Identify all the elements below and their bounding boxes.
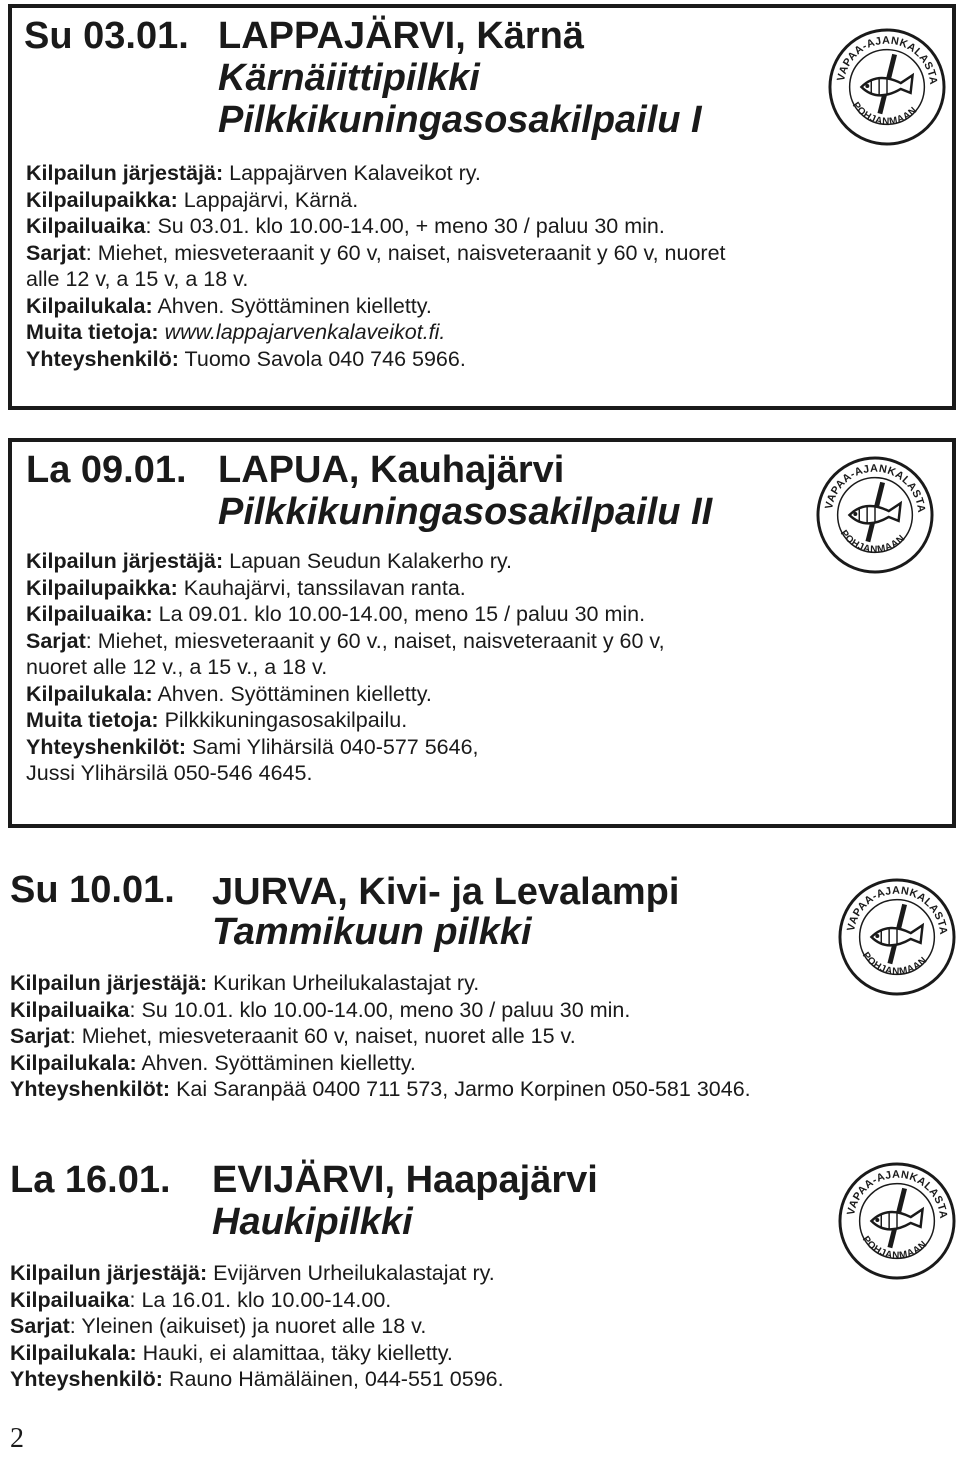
event-subtitle: Kärnäiittipilkki bbox=[218, 57, 480, 99]
detail-line: Jussi Ylihärsilä 050-546 4645. bbox=[26, 761, 313, 785]
detail-line: Kilpailuaika: Su 10.01. klo 10.00-14.00, meno 30 / paluu 30 min. bbox=[10, 997, 631, 1022]
event-subtitle: Pilkkikuningasosakilpailu II bbox=[218, 491, 713, 533]
detail-line: alle 12 v, a 15 v, a 18 v. bbox=[26, 267, 249, 291]
detail-line: Kilpailukala: Hauki, ei alamittaa, täky kielletty. bbox=[10, 1340, 453, 1365]
event-place: LAPPAJÄRVI, Kärnä bbox=[218, 15, 585, 57]
detail-line: Kilpailukala: Ahven. Syöttäminen kielletty. bbox=[26, 681, 432, 706]
event-subtitle: Pilkkikuningasosakilpailu I bbox=[218, 99, 702, 141]
detail-line: Yhteyshenkilö: Tuomo Savola 040 746 5966. bbox=[26, 346, 466, 371]
detail-line: Kilpailukala: Ahven. Syöttäminen kielletty. bbox=[26, 293, 432, 318]
event-subtitle: Tammikuun pilkki bbox=[212, 911, 532, 953]
event-details bbox=[10, 1260, 504, 1393]
event-place: LAPUA, Kauhajärvi bbox=[218, 449, 565, 491]
detail-line: Sarjat: Miehet, miesveteraanit y 60 v, naiset, naisveteraanit y 60 v, nuoret bbox=[26, 240, 726, 265]
detail-line: Kilpailun järjestäjä: Kurikan Urheilukalastajat ry. bbox=[10, 971, 480, 995]
website-link[interactable]: www.lappajarvenkalaveikot.fi. bbox=[158, 320, 446, 344]
detail-line: Sarjat: Miehet, miesveteraanit y 60 v., naiset, naisveteraanit y 60 v, bbox=[26, 628, 665, 653]
page-number: 2 bbox=[10, 1423, 24, 1454]
detail-line: Sarjat: Miehet, miesveteraanit 60 v, naiset, nuoret alle 15 v. bbox=[10, 1024, 576, 1048]
club-logo-icon bbox=[838, 878, 956, 996]
detail-line: Kilpailuaika: La 16.01. klo 10.00-14.00. bbox=[10, 1287, 392, 1312]
event-date: La 09.01. bbox=[26, 449, 187, 491]
detail-line: Kilpailuaika: Su 03.01. klo 10.00-14.00, + meno 30 / paluu 30 min. bbox=[26, 214, 665, 238]
detail-line: nuoret alle 12 v., a 15 v., a 18 v. bbox=[26, 655, 328, 679]
event-date: Su 10.01. bbox=[10, 869, 175, 911]
event-details bbox=[26, 548, 665, 787]
club-logo-icon bbox=[828, 28, 946, 146]
event-details bbox=[10, 970, 751, 1103]
detail-line: Kilpailuaika: La 09.01. klo 10.00-14.00, meno 15 / paluu 30 min. bbox=[26, 602, 646, 626]
detail-line: Kilpailun järjestäjä: Evijärven Urheilukalastajat ry. bbox=[10, 1261, 495, 1285]
detail-line: Muita tietoja: www.lappajarvenkalaveikot.fi. bbox=[26, 320, 446, 344]
detail-line: Kilpailukala: Ahven. Syöttäminen kielletty. bbox=[10, 1050, 416, 1075]
detail-line: Yhteyshenkilö: Rauno Hämäläinen, 044-551 0596. bbox=[10, 1367, 504, 1391]
detail-line: Kilpailun järjestäjä: Lappajärven Kalaveikot ry. bbox=[26, 161, 481, 185]
detail-line: Sarjat: Yleinen (aikuiset) ja nuoret alle 18 v. bbox=[10, 1314, 427, 1338]
event-date: La 16.01. bbox=[10, 1159, 171, 1201]
detail-line: Kilpailun järjestäjä: Lapuan Seudun Kalakerho ry. bbox=[26, 549, 513, 573]
detail-line: Muita tietoja: Pilkkikuningasosakilpailu. bbox=[26, 708, 408, 732]
event-subtitle: Haukipilkki bbox=[212, 1201, 413, 1243]
detail-line: Yhteyshenkilöt: Sami Ylihärsilä 040-577 5646, bbox=[26, 734, 479, 759]
detail-line: Kilpailupaikka: Kauhajärvi, tanssilavan ranta. bbox=[26, 575, 466, 600]
event-place: JURVA, Kivi- ja Levalampi bbox=[212, 871, 680, 913]
detail-line: Kilpailupaikka: Lappajärvi, Kärnä. bbox=[26, 187, 359, 212]
detail-line: Yhteyshenkilöt: Kai Saranpää 0400 711 573, Jarmo Korpinen 050-581 3046. bbox=[10, 1077, 751, 1101]
club-logo-icon bbox=[816, 456, 934, 574]
event-place: EVIJÄRVI, Haapajärvi bbox=[212, 1159, 598, 1201]
event-date: Su 03.01. bbox=[24, 15, 189, 57]
event-details bbox=[26, 160, 726, 372]
club-logo-icon bbox=[838, 1162, 956, 1280]
